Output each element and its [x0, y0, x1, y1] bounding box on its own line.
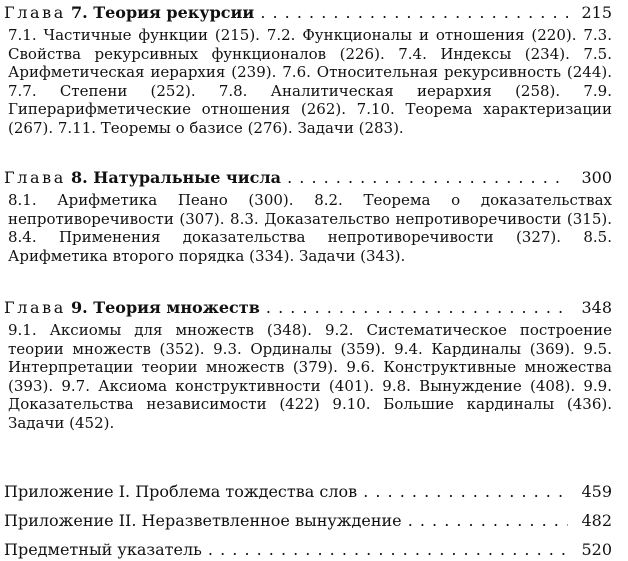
chapter-label: Глава — [4, 3, 66, 22]
chapter-title: 9. Теория множеств — [70, 298, 260, 317]
page-number: 459 — [581, 482, 612, 501]
chapter-heading — [4, 167, 612, 189]
appendix-entry — [4, 510, 612, 532]
chapter-heading — [4, 297, 612, 319]
chapter-heading — [4, 2, 612, 24]
chapter-label: Глава — [4, 168, 66, 187]
page-number: 300 — [581, 168, 612, 187]
appendix-entry — [4, 539, 612, 561]
chapter-8 — [4, 167, 612, 283]
page-number: 215 — [581, 3, 612, 22]
chapter-sections: 7.1. Частичные функции (215). 7.2. Функционалы и отношения (220). 7.3. Свойства рекурсивных функционалов (226). 7.4. Индексы (234). 7.5. Арифметическая иерархия (239). 7.6. Относительная рекурсивность (244). 7.7. Степени (252). 7.8. Аналитическая иерархия (258). 7.9. Гиперарифметические отношения (262). 7.10. Теорема характеризации (267). 7.11. Теоремы о базисе (276). Задачи (283). — [8, 26, 612, 137]
chapter-title: 8. Натуральные числа — [70, 168, 282, 187]
chapter-sections: 9.1. Аксиомы для множеств (348). 9.2. Систематическое построение теории множеств (352). 9.3. Ординалы (359). 9.4. Кардиналы (369). 9.5. Интерпретации теории множеств (379). 9.6. Конструктивные множества (393). 9.7. Аксиома конструктивности (401). 9.8. Вынуждение (408). 9.9. Доказательства независимости (422) 9.10. Большие кардиналы (436). Задачи (452). — [8, 321, 612, 432]
appendix-title: Предметный указатель — [4, 540, 202, 559]
page-number: 520 — [581, 540, 612, 559]
chapter-title: 7. Теория рекурсии — [70, 3, 255, 22]
chapter-9 — [4, 297, 612, 467]
appendix-entry — [4, 481, 612, 503]
chapter-sections: 8.1. Арифметика Пеано (300). 8.2. Теорема о доказательствах непротиворечивости (307). 8.3. Доказательство непротиворечивости (315). 8.4. Применения доказательства непротиворечивости (327). 8.5. Арифметика второго порядка (334). Задачи (343). — [8, 191, 612, 265]
appendix-title: Приложение II. Неразветвленное вынуждение — [4, 511, 402, 530]
chapter-label: Глава — [4, 298, 66, 317]
chapter-7 — [4, 2, 612, 153]
page-number: 348 — [581, 298, 612, 317]
page-number: 482 — [581, 511, 612, 530]
appendix-list — [4, 481, 612, 561]
appendix-title: Приложение I. Проблема тождества слов — [4, 482, 358, 501]
